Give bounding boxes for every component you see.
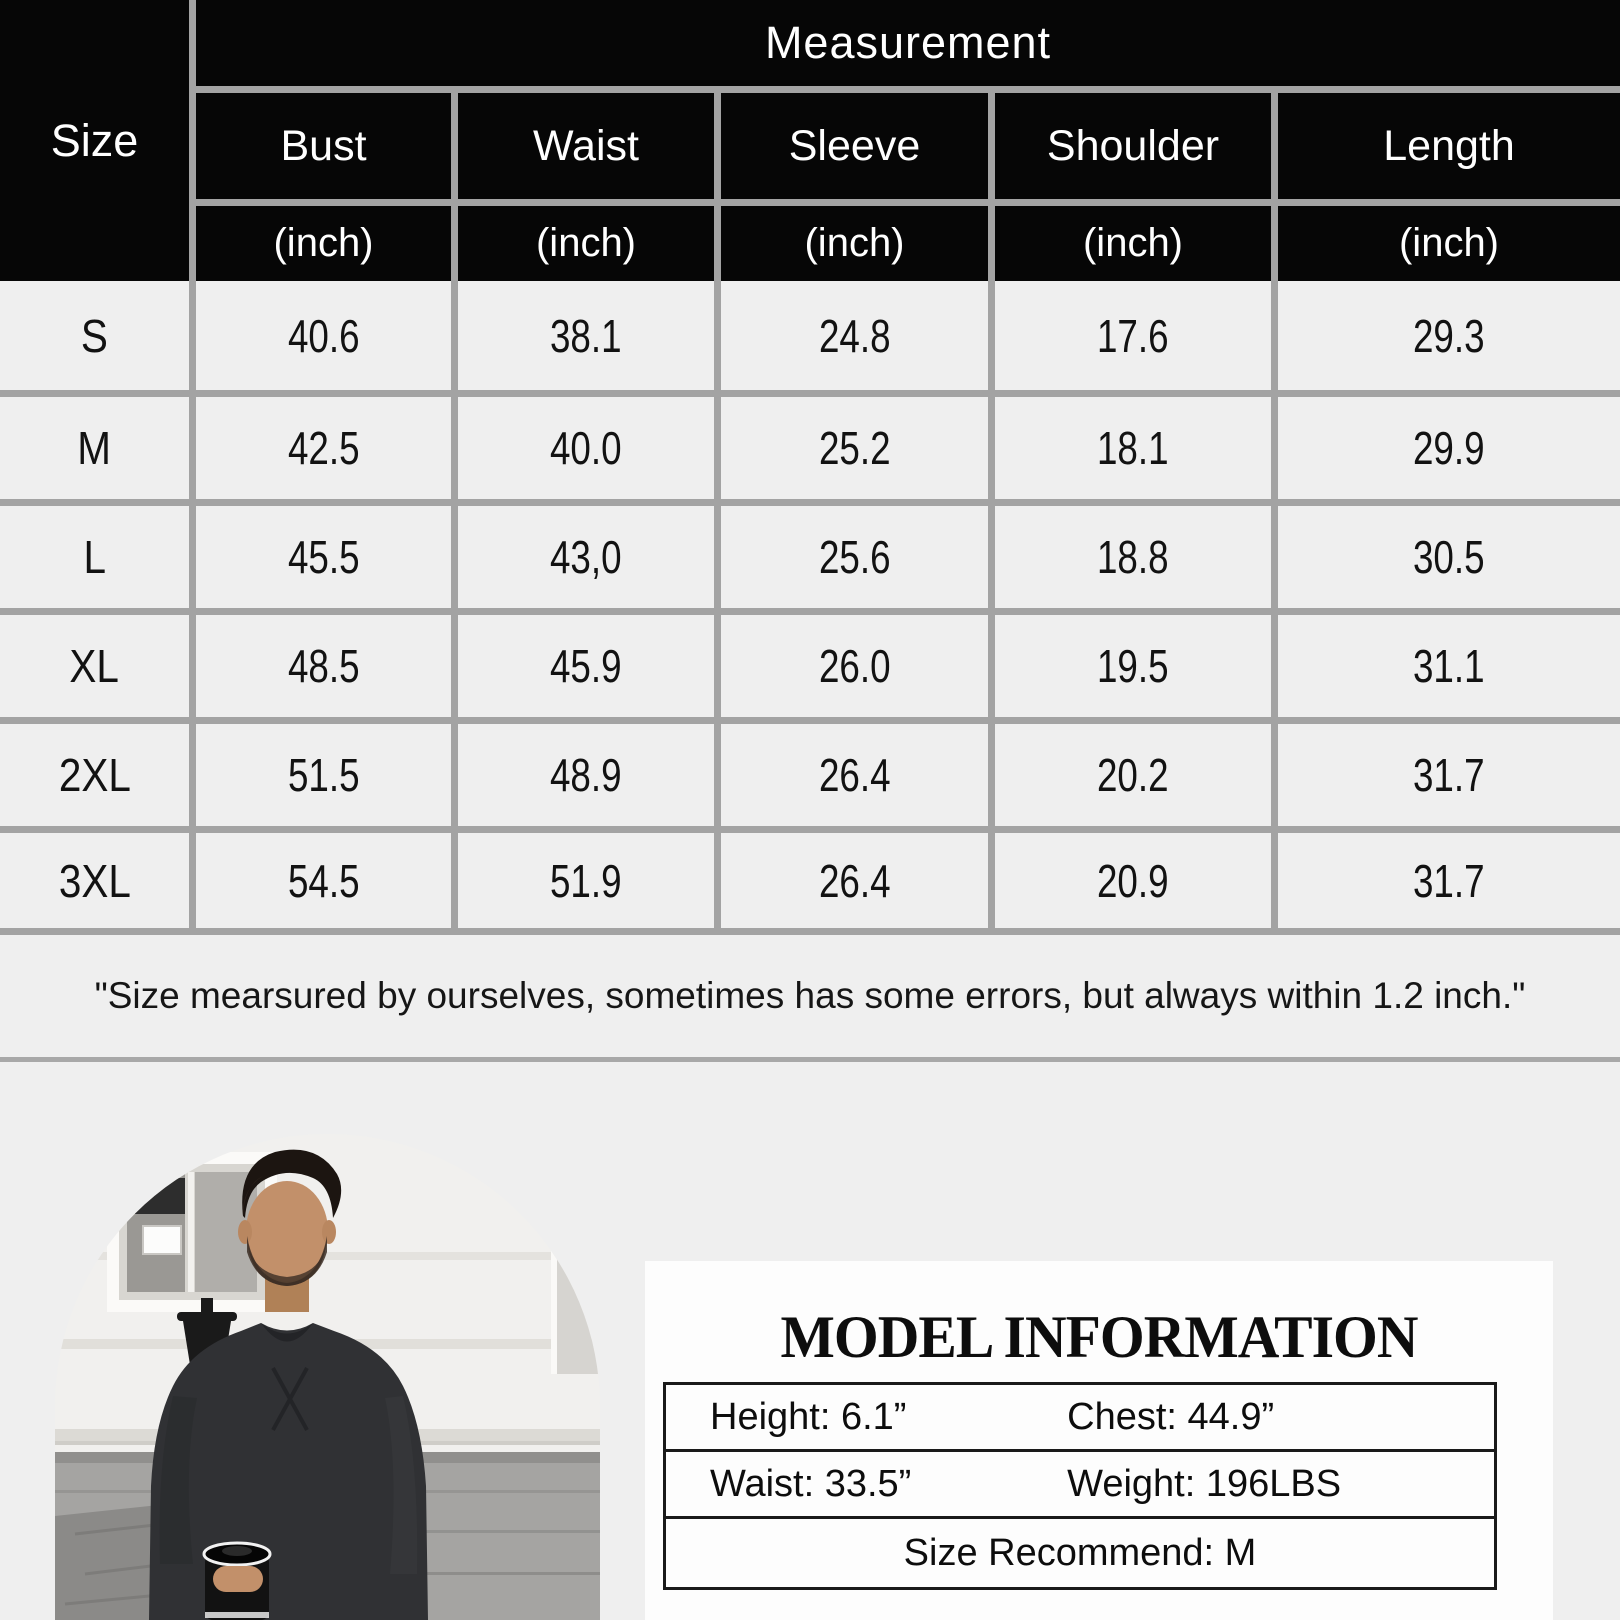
table-row-3xl-label <box>0 826 196 935</box>
cell-l-waist <box>458 499 721 608</box>
size-value: M <box>77 422 112 474</box>
cell-s-sleeve <box>721 281 995 390</box>
bust-value: 48.5 <box>287 640 360 692</box>
column-header-waist <box>458 93 721 206</box>
table-row-m-label <box>0 390 196 499</box>
waist-value: 51.9 <box>550 854 622 907</box>
measurement-group-header <box>196 0 1620 93</box>
sleeve-value: 26.4 <box>818 749 891 801</box>
unit-bust <box>196 206 458 281</box>
size-value: 2XL <box>58 749 131 801</box>
model-info-table <box>663 1382 1497 1590</box>
unit-length <box>1278 206 1620 281</box>
cell-xl-sleeve <box>721 608 995 717</box>
size-corner-header <box>0 0 196 281</box>
model-waist: Waist: 33.5” <box>710 1462 912 1505</box>
length-label: Length <box>1383 121 1515 170</box>
street-plaque <box>135 1178 185 1214</box>
house-number-sign <box>143 1226 181 1254</box>
length-unit: (inch) <box>1398 221 1500 265</box>
sleeve-value: 25.2 <box>818 422 891 474</box>
waist-value: 45.9 <box>550 640 622 692</box>
sleeve-unit: (inch) <box>804 221 905 265</box>
cell-3xl-bust <box>196 826 458 935</box>
table-row-s-label <box>0 281 196 390</box>
column-header-sleeve <box>721 93 995 206</box>
column-header-bust <box>196 93 458 206</box>
column-header-length <box>1278 93 1620 206</box>
sleeve-value: 26.0 <box>818 640 891 692</box>
cell-s-length <box>1278 281 1620 390</box>
size-value: 3XL <box>58 854 131 907</box>
cell-m-bust <box>196 390 458 499</box>
length-value: 29.3 <box>1413 309 1485 362</box>
cell-m-shoulder <box>995 390 1278 499</box>
size-value: S <box>80 309 109 362</box>
sleeve-value: 25.6 <box>818 531 891 583</box>
cell-l-length <box>1278 499 1620 608</box>
shoulder-label: Shoulder <box>1046 121 1220 170</box>
cell-2xl-waist <box>458 717 721 826</box>
sleeve-label: Sleeve <box>788 121 921 170</box>
waist-unit: (inch) <box>535 221 637 265</box>
model-info-title: MODEL INFORMATION <box>780 1304 1418 1370</box>
cell-xl-waist <box>458 608 721 717</box>
bust-value: 42.5 <box>287 422 360 474</box>
shoulder-value: 17.6 <box>1097 309 1169 362</box>
table-row-2xl-label <box>0 717 196 826</box>
sleeve-value: 24.8 <box>818 309 891 362</box>
shoulder-value: 20.9 <box>1097 854 1169 907</box>
cell-xl-bust <box>196 608 458 717</box>
shoulder-value: 20.2 <box>1097 749 1169 801</box>
size-note-text: "Size mearsured by ourselves, sometimes has some errors, but always within 1.2 inch." <box>94 975 1526 1016</box>
model-info-row-1 <box>666 1385 1494 1452</box>
waist-label: Waist <box>533 121 639 170</box>
unit-sleeve <box>721 206 995 281</box>
column-header-shoulder <box>995 93 1278 206</box>
length-value: 31.1 <box>1413 640 1485 692</box>
size-corner-label: Size <box>50 114 139 166</box>
length-value: 29.9 <box>1413 422 1485 474</box>
bust-value: 54.5 <box>287 854 360 907</box>
shoulder-value: 18.1 <box>1097 422 1169 474</box>
bust-value: 40.6 <box>287 309 360 362</box>
cell-2xl-shoulder <box>995 717 1278 826</box>
cell-l-shoulder <box>995 499 1278 608</box>
unit-waist <box>458 206 721 281</box>
cell-s-shoulder <box>995 281 1278 390</box>
shoulder-value: 18.8 <box>1097 531 1169 583</box>
bust-value: 51.5 <box>287 749 360 801</box>
cell-3xl-length <box>1278 826 1620 935</box>
shoulder-value: 19.5 <box>1097 640 1169 692</box>
cell-2xl-length <box>1278 717 1620 826</box>
cell-2xl-sleeve <box>721 717 995 826</box>
bust-value: 45.5 <box>287 531 360 583</box>
cell-s-bust <box>196 281 458 390</box>
cell-m-sleeve <box>721 390 995 499</box>
sleeve-value: 26.4 <box>818 854 891 907</box>
shoulder-unit: (inch) <box>1082 221 1184 265</box>
cell-3xl-waist <box>458 826 721 935</box>
shirt <box>149 1323 428 1620</box>
waist-value: 43,0 <box>550 531 622 583</box>
table-row-l-label <box>0 499 196 608</box>
model-info-row-2 <box>666 1452 1494 1519</box>
waist-value: 38.1 <box>550 309 622 362</box>
cell-m-waist <box>458 390 721 499</box>
waist-value: 40.0 <box>550 422 622 474</box>
bottom-section <box>0 1062 1620 1620</box>
unit-shoulder <box>995 206 1278 281</box>
measurement-label: Measurement <box>764 17 1052 68</box>
bust-label: Bust <box>280 121 367 170</box>
model-chest: Chest: 44.9” <box>1067 1395 1275 1438</box>
window-right <box>557 1176 600 1374</box>
cell-3xl-shoulder <box>995 826 1278 935</box>
model-hand <box>213 1566 263 1592</box>
length-value: 31.7 <box>1413 854 1485 907</box>
cell-2xl-bust <box>196 717 458 826</box>
length-value: 31.7 <box>1413 749 1485 801</box>
model-info-panel <box>645 1261 1553 1620</box>
size-value: XL <box>69 640 120 692</box>
model-height: Height: 6.1” <box>710 1395 907 1438</box>
waist-value: 48.9 <box>550 749 622 801</box>
bust-unit: (inch) <box>273 221 374 265</box>
cell-l-sleeve <box>721 499 995 608</box>
model-size-recommend: Size Recommend: M <box>903 1531 1257 1574</box>
model-photo <box>55 1134 600 1620</box>
cell-3xl-sleeve <box>721 826 995 935</box>
size-value: L <box>83 531 106 583</box>
cell-s-waist <box>458 281 721 390</box>
model-photo-illustration <box>55 1134 600 1620</box>
cell-xl-length <box>1278 608 1620 717</box>
table-row-xl-label <box>0 608 196 717</box>
length-value: 30.5 <box>1413 531 1485 583</box>
cell-l-bust <box>196 499 458 608</box>
cell-m-length <box>1278 390 1620 499</box>
size-note <box>0 935 1620 1057</box>
model-weight: Weight: 196LBS <box>1067 1462 1342 1505</box>
model-info-row-3 <box>666 1519 1494 1587</box>
cell-xl-shoulder <box>995 608 1278 717</box>
